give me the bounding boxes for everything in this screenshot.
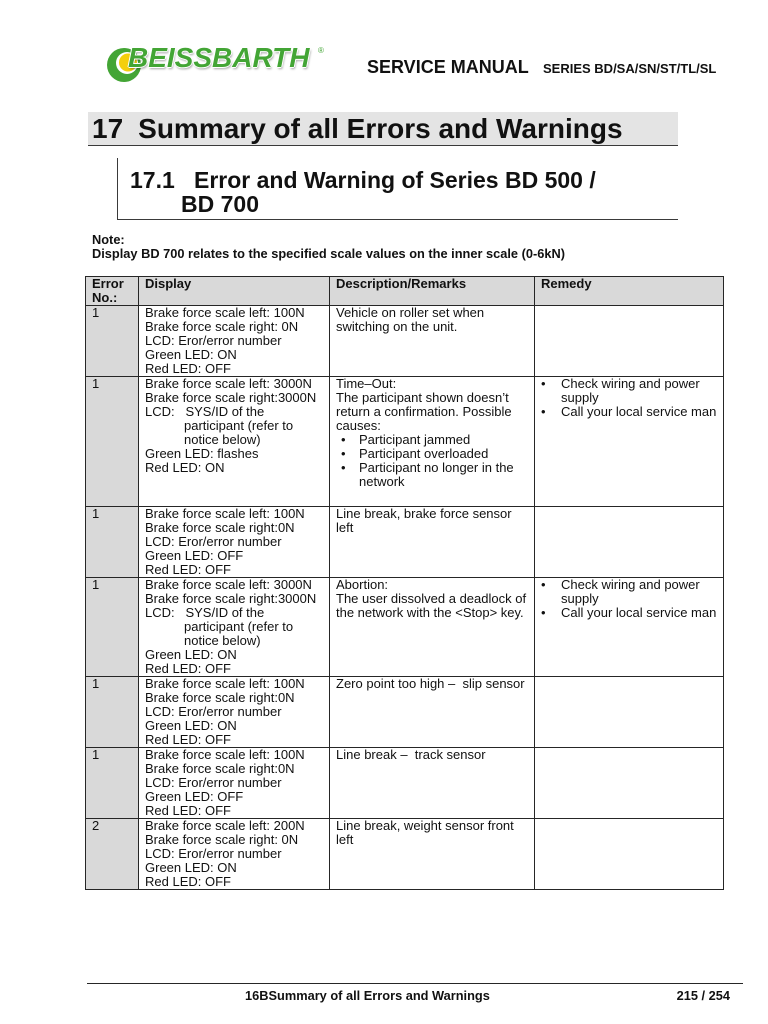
description-bullet-item [336, 433, 531, 447]
error-number-cell [86, 578, 139, 677]
table-row [86, 507, 724, 578]
display-line: Red LED: OFF [145, 361, 231, 376]
display-line: LCD: Eror/error number [145, 333, 282, 348]
description-line: Line break – track sensor [336, 747, 486, 762]
bullet-icon [341, 461, 346, 475]
display-line: Brake force scale right:3000N [145, 591, 317, 606]
remedy-cell [535, 377, 724, 507]
description-line: causes: [336, 418, 381, 433]
description-line: Zero point too high – slip sensor [336, 676, 525, 691]
display-line: LCD: Eror/error number [145, 775, 282, 790]
error-number: 1 [92, 577, 100, 592]
display-line-continued: participant (refer to [184, 619, 294, 634]
error-number: 1 [92, 376, 100, 391]
remedy-line: Check wiring and power [561, 376, 700, 391]
brand-logo [104, 44, 332, 86]
remedy-cell [535, 306, 724, 377]
description-cell [330, 748, 535, 819]
display-line: Brake force scale left: 100N [145, 747, 305, 762]
display-line: Brake force scale right:0N [145, 690, 295, 705]
page-number: 215 / 254 [676, 988, 730, 1003]
display-cell [139, 507, 330, 578]
remedy-bullet-item [541, 578, 720, 606]
remedy-bullet-item [541, 606, 720, 620]
display-line: Green LED: ON [145, 647, 237, 662]
description-line: switching on the unit. [336, 319, 458, 334]
remedy-cell [535, 507, 724, 578]
section-title-row [130, 168, 678, 192]
display-line: Green LED: ON [145, 347, 237, 362]
column-header-remedy: Remedy [535, 277, 724, 306]
description-line: left [336, 832, 354, 847]
section-number: 17.1 [130, 167, 175, 193]
description-bullet-item [336, 461, 531, 489]
display-line: Brake force scale left: 100N [145, 305, 305, 320]
chapter-title: Summary of all Errors and Warnings [138, 113, 623, 144]
display-cell [139, 819, 330, 890]
description-cell [330, 377, 535, 507]
column-header-display: Display [139, 277, 330, 306]
display-line: LCD: SYS/ID of the [145, 605, 265, 620]
description-line: return a confirmation. Possible [336, 404, 512, 419]
display-cell [139, 578, 330, 677]
brand-name: BEISSBARTH [128, 42, 310, 73]
description-line: The user dissolved a deadlock of [336, 591, 527, 606]
description-bullet-line: Participant no longer in the [359, 460, 514, 475]
table-row [86, 578, 724, 677]
series-label: SERIES BD/SA/SN/ST/TL/SL [543, 61, 717, 76]
error-number: 1 [92, 506, 100, 521]
note [92, 233, 565, 261]
description-line: Line break, weight sensor front [336, 818, 514, 833]
column-header-description: Description/Remarks [330, 277, 535, 306]
remedy-bullet-item [541, 405, 720, 419]
footer-section-ref: 16BSummary of all Errors and Warnings [245, 988, 490, 1003]
display-line: Brake force scale right: 0N [145, 319, 299, 334]
description-line: The participant shown doesn’t [336, 390, 509, 405]
display-line-continued: participant (refer to [184, 418, 294, 433]
display-line: Green LED: ON [145, 718, 237, 733]
error-number-cell [86, 677, 139, 748]
display-line: Green LED: flashes [145, 446, 259, 461]
display-line: Brake force scale right:3000N [145, 390, 317, 405]
error-number-cell [86, 819, 139, 890]
manual-title: SERVICE MANUAL [367, 57, 529, 77]
remedy-line: Call your local service man [561, 404, 717, 419]
display-line: Green LED: OFF [145, 789, 244, 804]
note-text: Display BD 700 relates to the specified scale values on the inner scale (0-6kN) [92, 246, 565, 261]
chapter-number: 17 [92, 113, 124, 144]
description-cell [330, 306, 535, 377]
display-line: Brake force scale right:0N [145, 761, 295, 776]
table-row [86, 819, 724, 890]
description-bullet-line: Participant jammed [359, 432, 471, 447]
errors-table [85, 276, 724, 890]
note-label: Note: [92, 232, 125, 247]
display-line: Green LED: ON [145, 860, 237, 875]
table-row [86, 306, 724, 377]
table-row [86, 677, 724, 748]
display-line: LCD: Eror/error number [145, 846, 282, 861]
description-bullet-item [336, 447, 531, 461]
description-line: Time–Out: [336, 376, 397, 391]
remedy-cell [535, 677, 724, 748]
description-cell [330, 578, 535, 677]
display-line: Brake force scale left: 3000N [145, 577, 312, 592]
remedy-line: supply [561, 591, 599, 606]
display-line: Brake force scale right: 0N [145, 832, 299, 847]
display-line: LCD: SYS/ID of the [145, 404, 265, 419]
display-cell [139, 306, 330, 377]
bullet-icon [541, 405, 546, 419]
description-cell [330, 507, 535, 578]
description-cell [330, 819, 535, 890]
display-line-continued: notice below) [184, 633, 261, 648]
description-line: Vehicle on roller set when [336, 305, 485, 320]
registered-mark: ® [318, 46, 324, 55]
chapter-heading [88, 112, 678, 146]
error-number: 2 [92, 818, 100, 833]
description-line: the network with the <Stop> key. [336, 605, 524, 620]
column-header-error-no: Error No.: [86, 277, 139, 306]
remedy-cell [535, 578, 724, 677]
description-cell [330, 677, 535, 748]
display-line: Brake force scale left: 3000N [145, 376, 312, 391]
display-line: Red LED: OFF [145, 661, 231, 676]
table-body [86, 306, 724, 890]
description-line: Line break, brake force sensor [336, 506, 512, 521]
description-line: left [336, 520, 354, 535]
error-number-cell [86, 377, 139, 507]
display-line: Red LED: OFF [145, 803, 231, 818]
footer-rule [87, 983, 743, 984]
table-header-row [86, 277, 724, 306]
error-number-cell [86, 306, 139, 377]
bullet-icon [541, 578, 546, 592]
display-line: Brake force scale left: 200N [145, 818, 305, 833]
remedy-cell [535, 819, 724, 890]
display-cell [139, 377, 330, 507]
error-number: 1 [92, 305, 100, 320]
table-row [86, 748, 724, 819]
section-title-line1: Error and Warning of Series BD 500 / [194, 167, 596, 193]
table-row [86, 377, 724, 507]
display-line: Green LED: OFF [145, 548, 244, 563]
description-line: Abortion: [336, 577, 389, 592]
display-line: LCD: Eror/error number [145, 704, 282, 719]
remedy-bullet-item [541, 377, 720, 405]
bullet-icon [341, 447, 346, 461]
remedy-line: Check wiring and power [561, 577, 700, 592]
error-number: 1 [92, 676, 100, 691]
display-line: Brake force scale left: 100N [145, 676, 305, 691]
section-heading [117, 158, 678, 220]
display-line: Red LED: OFF [145, 562, 231, 577]
display-line: Red LED: OFF [145, 732, 231, 747]
bullet-icon [541, 377, 546, 391]
remedy-line: supply [561, 390, 599, 405]
display-line: Brake force scale right:0N [145, 520, 295, 535]
remedy-line: Call your local service man [561, 605, 717, 620]
error-number: 1 [92, 747, 100, 762]
error-number-cell [86, 748, 139, 819]
display-cell [139, 748, 330, 819]
display-cell [139, 677, 330, 748]
description-bullet-line: network [359, 474, 405, 489]
display-line: LCD: Eror/error number [145, 534, 282, 549]
display-line-continued: notice below) [184, 432, 261, 447]
bullet-icon [341, 433, 346, 447]
description-bullet-line: Participant overloaded [359, 446, 489, 461]
bullet-icon [541, 606, 546, 620]
display-line: Red LED: OFF [145, 874, 231, 889]
section-title-line2: BD 700 [181, 191, 259, 217]
display-line: Red LED: ON [145, 460, 225, 475]
error-number-cell [86, 507, 139, 578]
remedy-cell [535, 748, 724, 819]
display-line: Brake force scale left: 100N [145, 506, 305, 521]
